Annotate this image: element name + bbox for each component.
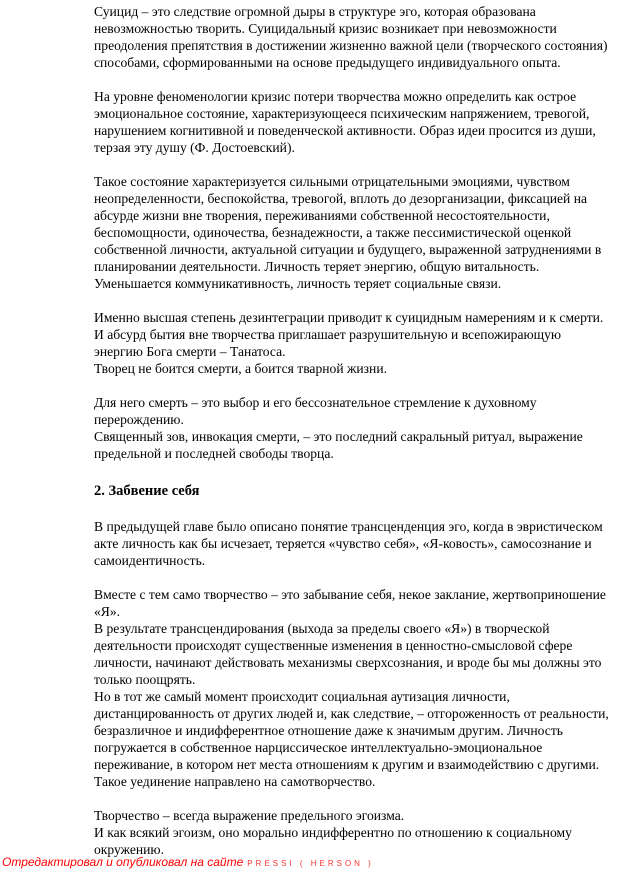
paragraph-self-forgetting: Вместе с тем само творчество – это забывание себя, некое заклание, жертвоприношение «Я».: [94, 587, 606, 619]
footer-site-name[interactable]: PRESSI ( HERSON ): [247, 859, 374, 868]
paragraph-phenomenology: На уровне феноменологии кризис потери творчества можно определить как острое эмоциональное состояние, характеризующееся психическим напряжением, тревогой, нарушением когнитивной и поведенческой активности. Образ идеи просится из души, терзая эту душу (Ф. Достоевский).: [94, 89, 596, 155]
footer-text: Отредактировал и опубликовал на сайте: [2, 855, 244, 869]
paragraph-previous-chapter: В предыдущей главе было описано понятие трансценденция эго, когда в эвристическом акте личность как бы исчезает, теряется «чувство себя», «Я-ковость», самосознание и самоидентичность.: [94, 519, 603, 568]
section-heading: 2. Забвение себя: [94, 483, 200, 499]
paragraph-egoism: Творчество – всегда выражение предельного эгоизма.: [94, 808, 405, 823]
paragraph-state-description: Такое состояние характеризуется сильными отрицательными эмоциями, чувством неопределенности, беспокойства, тревогой, вплоть до дезорганизации, фиксацией на абсурде жизни вне творения, переживаниями собственной несостоятельности, беспомощности, одиночества, безнадежности, а также пессимистической оценкой собственной личности, актуальной ситуации и будущего, выраженной затруднениями в планировании деятельности. Личность теряет энергию, общую витальность. Уменьшается коммуникативность, личность теряет социальные связи.: [94, 174, 602, 291]
paragraph-suicide-definition: Суицид – это следствие огромной дыры в структуре эго, которая образована невозможностью творить. Суицидальный кризис возникает при невозможности преодоления препятствия в достижении жизненно важной цели (творческого состояния) способами, сформированными на основе предыдущего индивидуального опыта.: [94, 4, 608, 70]
footer-credit: [2, 855, 374, 869]
paragraph-moral-indifference: И как всякий эгоизм, оно морально индифферентно по отношению к социальному окружению.: [94, 825, 572, 857]
paragraph-social-autization: Но в тот же самый момент происходит социальная аутизация личности, дистанцированность от других людей и, как следствие, – отгороженность от реальности, безразличное и индифферентное отношение даже к значимым другим. Личность погружается в собственное нарциссическое интеллектуально-эмоциональное переживание, в котором нет места отношениям к другим и взаимодействию с другими. Такое уединение направлено на самотворчество.: [94, 689, 609, 789]
paragraph-absurd: И абсурд бытия вне творчества приглашает разрушительную и всепожирающую энергию Бога смерти – Танатоса.: [94, 327, 562, 359]
paragraph-creator-fear: Творец не боится смерти, а боится тварной жизни.: [94, 361, 387, 376]
paragraph-sacred-call: Священный зов, инвокация смерти, – это последний сакральный ритуал, выражение предельной и последней свободы творца.: [94, 429, 583, 461]
paragraph-death-choice: Для него смерть – это выбор и его бессознательное стремление к духовному перерождению.: [94, 395, 537, 427]
document-page: [94, 3, 610, 875]
paragraph-transcending: В результате трансцендирования (выхода за пределы своего «Я») в творческой деятельности происходят существенные изменения в ценностно-смысловой сфере личности, начинают действовать механизмы сверхсознания, и вроде бы мы должны это только поощрять.: [94, 621, 602, 687]
paragraph-disintegration: Именно высшая степень дезинтеграции приводит к суицидным намерениям и к смерти.: [94, 310, 604, 325]
